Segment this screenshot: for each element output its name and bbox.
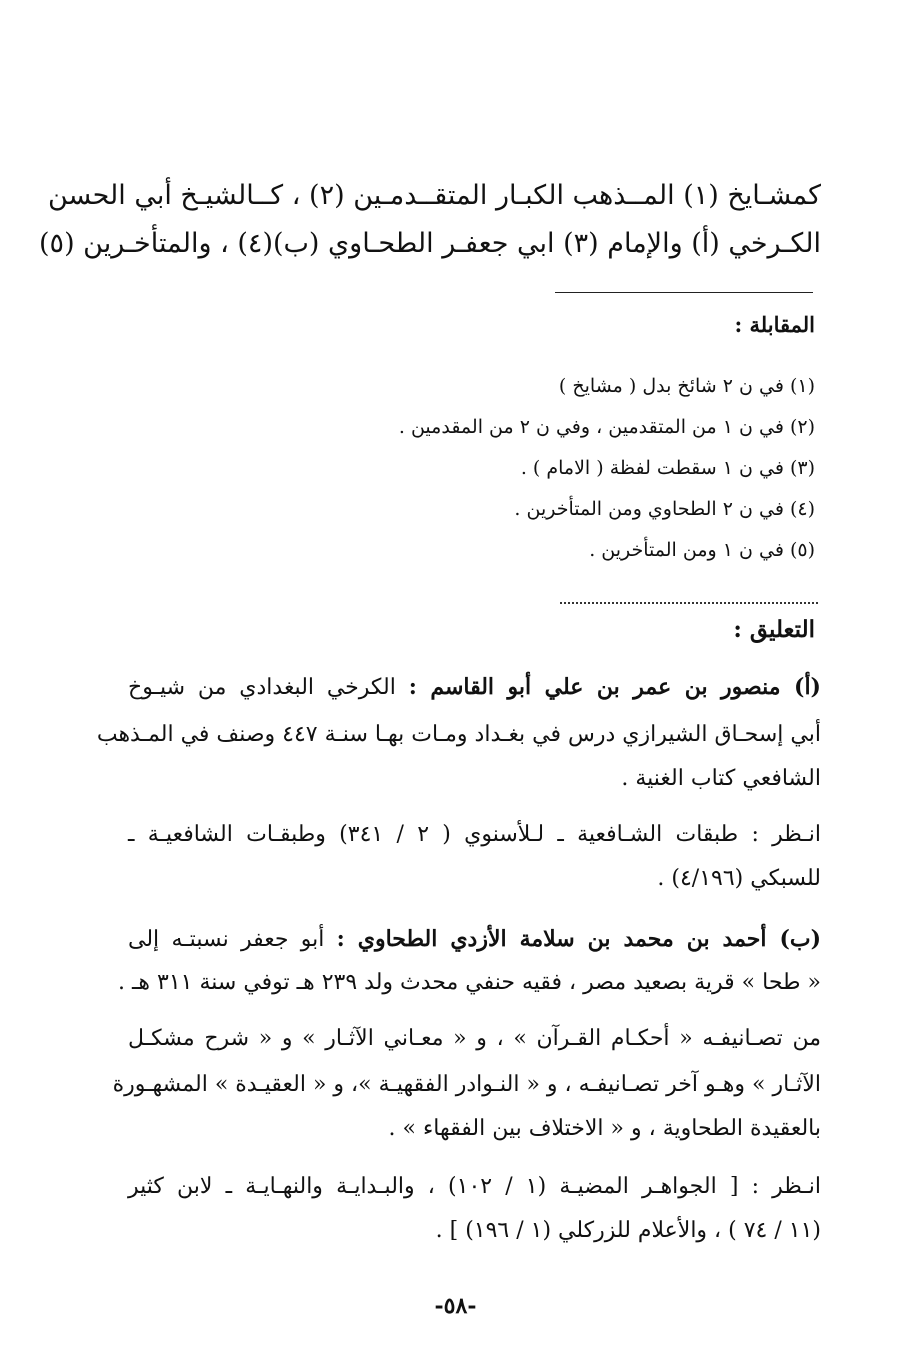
entry-b-line-1: [128, 922, 821, 957]
dotted-separator: [560, 602, 818, 604]
entry-a-line-2: أبي إسحـاق الشيرازي درس في بغـداد ومـات بهـا سنـة ٤٤٧ وصنف في المـذهب: [96, 722, 821, 747]
muqabala-note-4: (٤) في ن ٢ الطحاوي ومن المتأخرين .: [514, 498, 815, 520]
entry-b-works-2: الآثـار » وهـو آخر تصـانيفـه ، و « النـوادر الفقهيـة »، و « العقيـدة » المشهـورة: [112, 1072, 821, 1097]
entry-a-line-3: الشافعي كتاب الغنية .: [621, 766, 821, 791]
muqabala-heading: المقابلة :: [734, 312, 815, 337]
entry-a-title: (أ) منصور بن عمر بن علي أبو القاسم :: [408, 674, 821, 700]
entry-a-line-1: [128, 670, 821, 705]
main-text-line-1: كمشـايخ (١) المــذهب الكبـار المتقــدمـين (٢) ، كــالشيـخ أبي الحسن: [47, 180, 821, 211]
main-text-line-2: الكـرخي (أ) والإمام (٣) ابي جعفـر الطحـاوي (ب)(٤) ، والمتأخـرين (٥): [39, 228, 821, 259]
muqabala-note-5: (٥) في ن ١ ومن المتأخرين .: [589, 539, 815, 561]
entry-b-line-1-rest: أبو جعفر نسبتـه إلى: [128, 927, 325, 952]
entry-b-works-1: من تصـانيفـه « أحكـام القـرآن » ، و « معـاني الآثـار » و « شرح مشكـل: [128, 1026, 821, 1051]
entry-b-line-2: « طحا » قرية بصعيد مصر ، فقيه حنفي محدث ولد ٢٣٩ هـ توفي سنة ٣١١ هـ .: [117, 970, 821, 995]
footnote-divider: [555, 292, 813, 293]
entry-b-works-3: بالعقيدة الطحاوية ، و « الاختلاف بين الفقهاء » .: [388, 1116, 821, 1141]
entry-a-line-1-rest: الكرخي البغدادي من شيـوخ: [128, 675, 396, 700]
entry-b-title: (ب) أحمد بن محمد بن سلامة الأزدي الطحاوي :: [336, 926, 821, 952]
taaliq-heading: التعليق :: [733, 616, 815, 643]
entry-a-ref-2: للسبكي (٤/١٩٦) .: [657, 866, 821, 891]
page-number: -٥٨-: [434, 1293, 477, 1319]
entry-b-ref-1: انـظر : [ الجواهـر المضيـة (١ / ١٠٢) ، والبـدايـة والنهـايـة ـ لابن كثير: [128, 1174, 821, 1199]
entry-a-ref-1: انـظر : طبقات الشـافعية ـ لـلأسنوي ( ٢ / ٣٤١) وطبقـات الشافعيـة ـ: [128, 822, 822, 847]
muqabala-note-3: (٣) في ن ١ سقطت لفظة ( الامام ) .: [520, 457, 815, 479]
entry-b-ref-2: (١١ / ٧٤ ) ، والأعلام للزركلي (١ / ١٩٦) ] .: [435, 1218, 821, 1243]
muqabala-note-2: (٢) في ن ١ من المتقدمين ، وفي ن ٢ من المقدمين .: [398, 416, 815, 438]
muqabala-note-1: (١) في ن ٢ شائخ بدل ( مشايخ ): [558, 375, 815, 397]
